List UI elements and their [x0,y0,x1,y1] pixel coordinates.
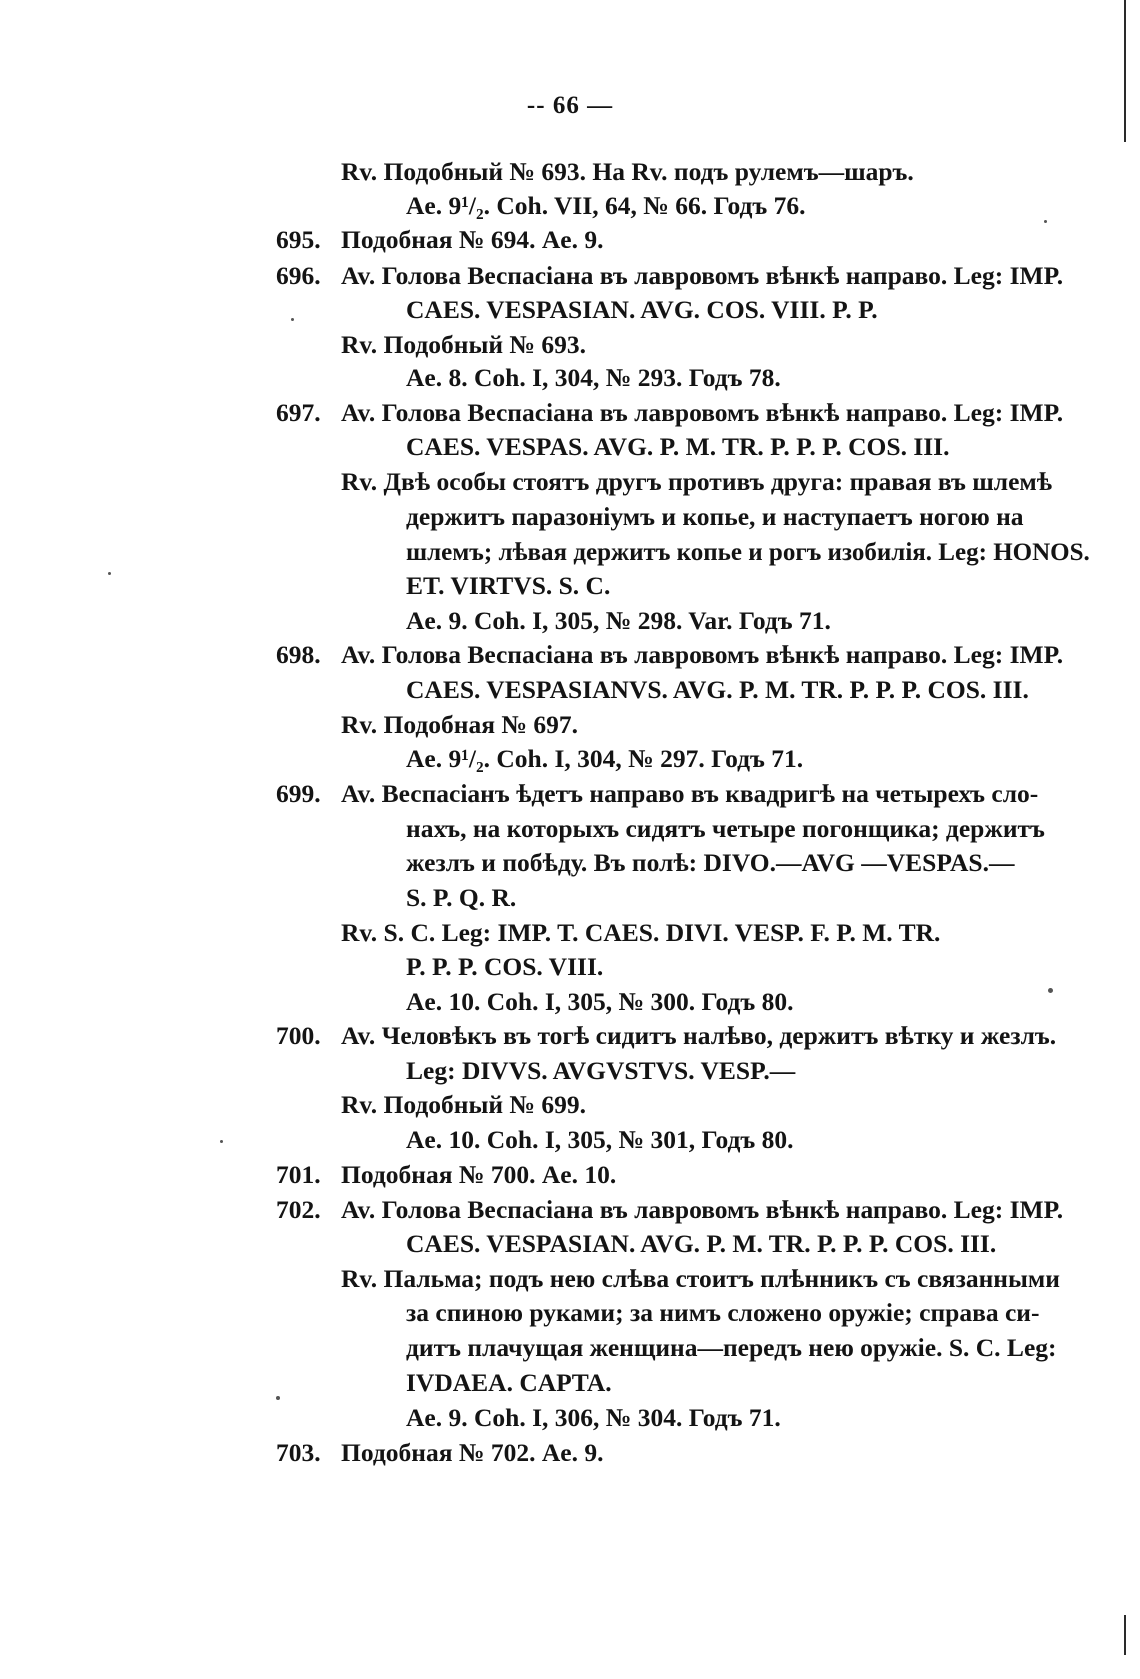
text-line: Ae. 9¹/₂. Coh. VII, 64, № 66. Годъ 76. [406,191,806,220]
text-line: CAES. VESPAS. AVG. P. M. TR. P. P. P. COS. III. [406,432,950,461]
text-line: Ae. 9¹/₂. Coh. I, 304, № 297. Годъ 71. [406,744,804,773]
text-line: Rv. Подобный № 693. На Rv. подъ рулемъ—шаръ. [341,157,914,186]
text-line: Av. Голова Веспасіана въ лавровомъ вѣнкѣ направо. Leg: IMP. [341,398,1064,427]
text-line: S. P. Q. R. [406,883,517,912]
text-line: Ae. 9. Coh. I, 306, № 304. Годъ 71. [406,1403,781,1432]
entry-number: 703. [276,1438,321,1467]
scan-speck [220,1140,223,1143]
text-line: нахъ, на которыхъ сидятъ четыре погонщика; держитъ [406,814,1045,843]
text-line: Av. Веспасіанъ ѣдетъ направо въ квадригѣ на четырехъ сло- [341,779,1039,808]
text-line: Rv. Подобный № 699. [341,1090,587,1119]
scan-speck [276,1396,280,1400]
text-line: CAES. VESPASIANVS. AVG. P. M. TR. P. P. P. COS. III. [406,675,1029,704]
text-line: за спиною руками; за нимъ сложено оружіе; справа си- [406,1298,1040,1327]
text-line: Ae. 10. Coh. I, 305, № 301, Годъ 80. [406,1125,794,1154]
text-line: Подобная № 694. Ae. 9. [341,225,604,254]
page-number: -- 66 — [526,92,614,119]
scan-edge-line [1124,0,1126,142]
text-line: Av. Голова Веспасіана въ лавровомъ вѣнкѣ направо. Leg: IMP. [341,1195,1064,1224]
text-line: Ae. 10. Coh. I, 305, № 300. Годъ 80. [406,987,794,1016]
text-line: Rv. S. C. Leg: IMP. T. CAES. DIVI. VESP. F. P. M. TR. [341,918,941,947]
text-line: дитъ плачущая женщина—передъ нею оружіе. S. C. Leg: [406,1333,1057,1362]
scan-edge-line [1124,1615,1126,1655]
text-line: Rv. Двѣ особы стоятъ другъ противъ друга: правая въ шлемѣ [341,467,1053,496]
text-line: IVDAEA. CAPTA. [406,1368,612,1397]
entry-number: 695. [276,225,321,254]
scan-speck [1044,220,1047,223]
text-line: жезлъ и побѣду. Въ полѣ: DIVO.—AVG —VESPAS.— [406,848,1015,877]
text-line: Rv. Пальма; подъ нею слѣва стоитъ плѣнникъ съ связанными [341,1264,1060,1293]
text-line: Подобная № 700. Ae. 10. [341,1160,617,1189]
entry-number: 701. [276,1160,321,1189]
entry-number: 697. [276,398,321,427]
text-line: Подобная № 702. Ae. 9. [341,1438,604,1467]
text-line: шлемъ; лѣвая держитъ копье и рогъ изобилія. Leg: HONOS. [406,537,1090,566]
text-line: держитъ паразоніумъ и копье, и наступаетъ ногою на [406,502,1024,531]
entry-number: 699. [276,779,321,808]
text-line: CAES. VESPASIAN. AVG. P. M. TR. P. P. P. COS. III. [406,1229,997,1258]
text-line: P. P. P. COS. VIII. [406,952,604,981]
entry-number: 702. [276,1195,321,1224]
text-line: ET. VIRTVS. S. C. [406,571,611,600]
text-line: CAES. VESPASIAN. AVG. COS. VIII. P. P. [406,295,878,324]
scan-speck [291,318,294,321]
text-line: Leg: DIVVS. AVGVSTVS. VESP.— [406,1056,796,1085]
text-line: Ae. 8. Coh. I, 304, № 293. Годъ 78. [406,363,781,392]
entry-number: 698. [276,640,321,669]
entry-number: 696. [276,261,321,290]
text-line: Ae. 9. Coh. I, 305, № 298. Var. Годъ 71. [406,606,831,635]
text-line: Rv. Подобная № 697. [341,710,578,739]
scan-speck [1048,988,1053,993]
text-line: Av. Человѣкъ въ тогѣ сидитъ налѣво, держитъ вѣтку и жезлъ. [341,1021,1057,1050]
entry-number: 700. [276,1021,321,1050]
scan-speck [108,572,111,575]
text-line: Av. Голова Веспасіана въ лавровомъ вѣнкѣ направо. Leg: IMP. [341,640,1064,669]
text-line: Av. Голова Веспасіана въ лавровомъ вѣнкѣ направо. Leg: IMP. [341,261,1064,290]
text-line: Rv. Подобный № 693. [341,330,587,359]
